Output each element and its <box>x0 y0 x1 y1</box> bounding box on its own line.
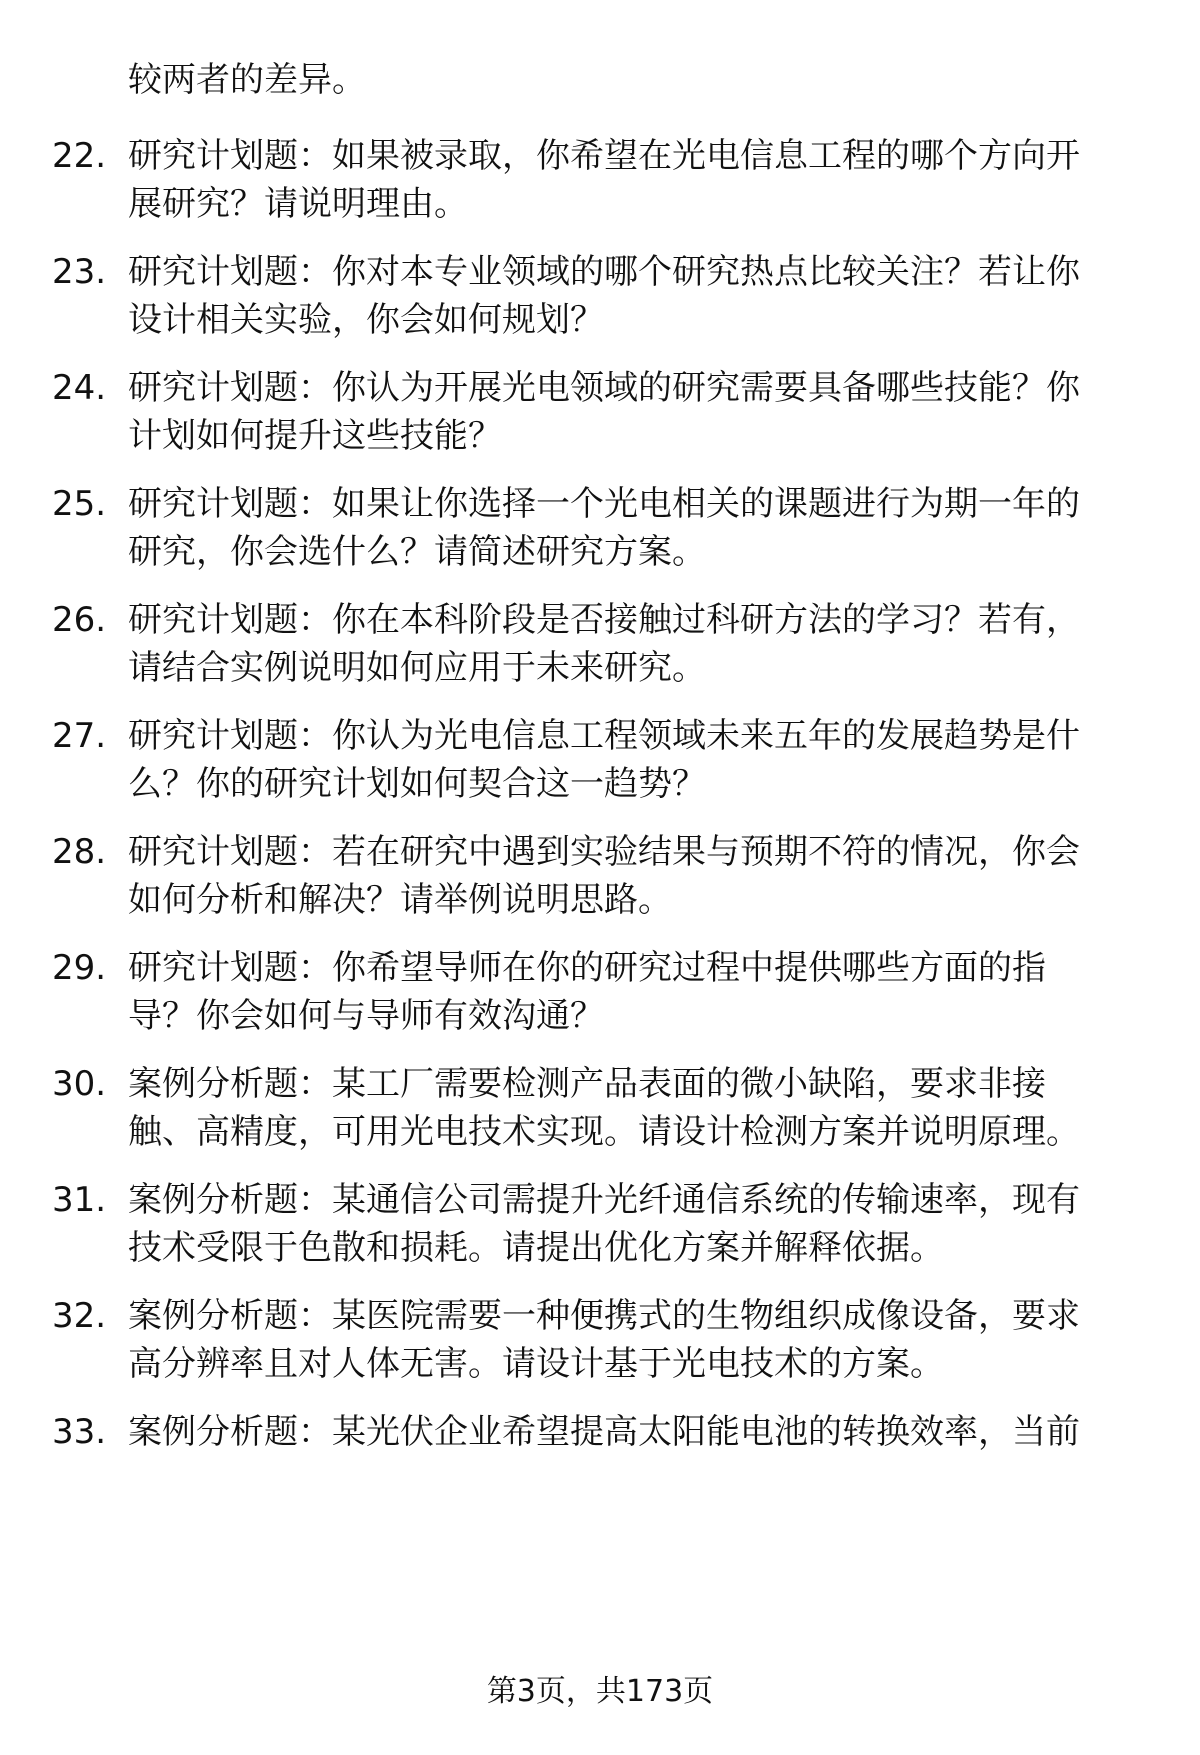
question-number: 28. <box>52 832 107 872</box>
question-number: 32. <box>52 1296 107 1336</box>
question-number: 22. <box>52 136 107 176</box>
question-number: 24. <box>52 368 107 408</box>
question-text-line1: 研究计划题：你对本专业领域的哪个研究热点比较关注？若让你 <box>128 252 1080 292</box>
question-number: 29. <box>52 948 107 988</box>
question-text-line1: 案例分析题：某医院需要一种便携式的生物组织成像设备，要求 <box>128 1296 1080 1336</box>
question-number: 27. <box>52 716 107 756</box>
question-text-line2: 触、高精度，可用光电技术实现。请设计检测方案并说明原理。 <box>128 1112 1080 1152</box>
question-number: 31. <box>52 1180 107 1220</box>
question-text-line1: 案例分析题：某工厂需要检测产品表面的微小缺陷，要求非接 <box>128 1064 1046 1104</box>
question-number: 33. <box>52 1412 107 1452</box>
question-number: 23. <box>52 252 107 292</box>
question-text-line2: 高分辨率且对人体无害。请设计基于光电技术的方案。 <box>128 1344 944 1384</box>
question-text-line1: 研究计划题：你希望导师在你的研究过程中提供哪些方面的指 <box>128 948 1046 988</box>
question-text-line2: 如何分析和解决？请举例说明思路。 <box>128 880 672 920</box>
question-text-line2: 技术受限于色散和损耗。请提出优化方案并解释依据。 <box>128 1228 944 1268</box>
page-footer: 第3页，共173页 <box>486 1674 714 1709</box>
question-text-line2: 计划如何提升这些技能？ <box>128 416 502 456</box>
question-text-line1: 研究计划题：你认为开展光电领域的研究需要具备哪些技能？你 <box>128 368 1080 408</box>
question-text-line2: 请结合实例说明如何应用于未来研究。 <box>128 648 706 688</box>
question-number: 30. <box>52 1064 107 1104</box>
question-number: 25. <box>52 484 107 524</box>
question-text-line1: 案例分析题：某通信公司需提升光纤通信系统的传输速率，现有 <box>128 1180 1080 1220</box>
question-text-line2: 么？你的研究计划如何契合这一趋势？ <box>128 764 706 804</box>
question-text-line2: 导？你会如何与导师有效沟通？ <box>128 996 604 1036</box>
question-text-line1: 研究计划题：如果被录取，你希望在光电信息工程的哪个方向开 <box>128 136 1080 176</box>
question-text-line1: 研究计划题：如果让你选择一个光电相关的课题进行为期一年的 <box>128 484 1080 524</box>
question-text-line1: 研究计划题：你认为光电信息工程领域未来五年的发展趋势是什 <box>128 716 1080 756</box>
question-text-line1: 研究计划题：若在研究中遇到实验结果与预期不符的情况，你会 <box>128 832 1080 872</box>
continuation-text: 较两者的差异。 <box>128 60 366 100</box>
question-number: 26. <box>52 600 107 640</box>
question-text-line2: 展研究？请说明理由。 <box>128 184 468 224</box>
question-text-line2: 设计相关实验，你会如何规划？ <box>128 300 604 340</box>
question-text-line1: 研究计划题：你在本科阶段是否接触过科研方法的学习？若有， <box>128 600 1080 640</box>
question-text-line2: 研究，你会选什么？请简述研究方案。 <box>128 532 706 572</box>
question-text-line1: 案例分析题：某光伏企业希望提高太阳能电池的转换效率，当前 <box>128 1412 1080 1452</box>
